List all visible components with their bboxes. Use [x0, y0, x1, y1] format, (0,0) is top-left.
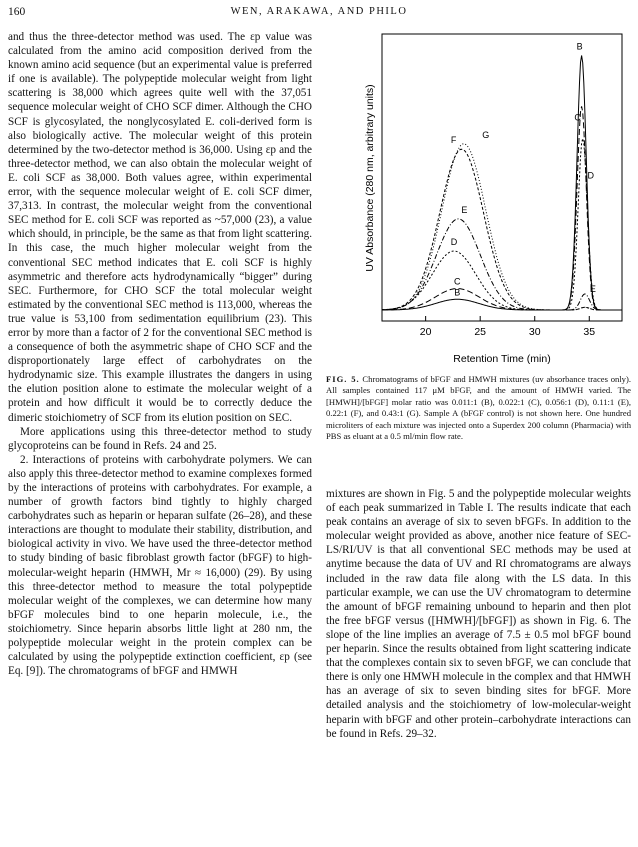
figure-caption — [326, 374, 631, 442]
series-label-B: B — [454, 287, 461, 298]
x-tick-label: 20 — [419, 326, 432, 338]
page-header — [8, 6, 630, 20]
series-free-label-E: E — [589, 283, 596, 294]
y-axis-label: UV Absorbance (280 nm, arbitrary units) — [364, 84, 376, 272]
x-axis-label: Retention Time (min) — [453, 353, 551, 365]
chromatogram-svg — [330, 28, 630, 368]
paragraph: and thus the three-detector method was used. The εp value was calculated from the amino acid composition derived from the known amino acid sequence (but an experimental value is preferred if one is available). The polypeptide molecular weight from light scattering is 38,000 which agrees quite well with the 37,051 sequence molecular weight of CHO SCF dimer. Although the CHO SCF is glycosylated, the nonglycosylated E. coli-derived form is also biologically active. The molecular weight of this protein determined by the two-detector method is 36,000. Using εp and the three-detector method, we can also obtain the molecular weight of E. coli SCF as 38,000. Both values agree, within experimental error, with the sequence molecular weight of E. coli SCF dimer, 37,313. In contrast, the molecular weight from the conventional SEC method for E. coli SCF was reported as ~57,000 (23), a value which should, in principle, be the same as that from light scattering. In this case, the much higher molecular weight from the conventional SEC method indicates that E. coli SCF is highly asymmetric and therefore acts hydrodynamically “bigger” during SEC. Furthermore, for CHO SCF the total molecular weight estimated by the conventional SEC method is 113,000, whereas the true value is 53,100 from sedimentation equilibrium (23). This error by more than a factor of 2 for the conventional SEC method is a consequence of both the asymmetric shape of CHO SCF and the disproportionately large effect of carbohydrates on the hydrodynamic size. This example illustrates the dangers in using the elution position alone to estimate the molecular weight of a protein and how difficult it would be to correctly deduce the dimeric stoichiometry of SCF from its elution position on SEC. — [8, 31, 312, 424]
figure-5-chart — [330, 28, 630, 368]
caption-text: Chromatograms of bFGF and HMWH mixtures (uv absorbance traces only). All samples contained 117 μM bFGF, and the amount of HMWH varied. The [HMWH]/[bFGF] molar ratio was 0.011:1 (B), 0.022:1 (C), 0.056:1 (D), 0.11:1 (E), 0.22:1 (F), and 0.43:1 (G). Sample A (bFGF control) is not shown here. One hundred microliters of each mixture was injected onto a Superdex 200 column (Pharmacia) with PBS as eluant at a 0.5 ml/min flow rate. — [326, 374, 631, 442]
series-line-B — [382, 55, 622, 310]
series-free-label-C: C — [574, 112, 581, 123]
series-free-label-D: D — [587, 170, 594, 181]
x-tick-label: 35 — [583, 326, 596, 338]
series-label-F: F — [450, 135, 457, 146]
paragraph: More applications using this three-detector method to study glycoproteins can be found in Refs. 24 and 25. — [8, 425, 312, 452]
series-label-C: C — [454, 276, 461, 287]
page-number: 160 — [8, 6, 26, 18]
series-free-label-B: B — [576, 41, 583, 52]
paragraph: 2. Interactions of proteins with carbohydrate polymers. We can also apply this three-detector method to examine complexes formed by the interactions of proteins with carbohydrates. For example, a number of growth factors bind tightly to highly charged carbohydrates such as heparin or heparan sulfate (26–28), and these interactions are thought to modulate their stability, distribution, and biological activity in vivo. We have used the three-detector method to study binding of basic fibroblast growth factor (bFGF) to high-molecular-weight heparin (HMWH, Mr ≈ 16,000) (29). By using this three-detector method to measure the total polypeptide molecular weight of the complexes, we can determine how many bFGF molecules bind to one heparin molecule, i.e., the stoichiometry. Since heparin absorbs little light at 280 nm, the polypeptide molecular weight in the protein complex can be calculated by using the polypeptide extinction coefficient, εp (see Eq. [9]). The chromatograms of bFGF and HMWH — [8, 453, 312, 678]
series-line-E — [382, 219, 622, 310]
series-label-D: D — [450, 237, 458, 248]
running-head: WEN, ARAKAWA, AND PHILO — [230, 6, 408, 17]
caption-label: FIG. 5. — [326, 374, 360, 384]
x-tick-label: 30 — [528, 326, 541, 338]
paragraph: mixtures are shown in Fig. 5 and the polypeptide molecular weights of each peak summarized in Table I. The results indicate that each peak contains an average of six to seven bFGFs. In addition to the molecular weight provided as above, another nice feature of SEC-LS/RI/UV is that all conventional SEC methods may be used at anytime because the data of UV and RI chromatograms are always included in the raw data file along with the LS data. In this particular example, we can use the UV chromatogram to determine the amount of bFGF remaining unbound to heparin and then plot the free bFGF versus ([HMWH]/[bFGF]) as shown in Fig. 6. The slope of the line implies an average of 7.5 ± 0.5 mol bFGF bound per heparin. Since the results obtained from light scattering indicate that the complexes contain six to seven bFGF, we can conclude that there is only one HMWH molecule in the complex and that HMWH has an average of six to seven binding sites for bFGF. More detailed analysis and the stoichiometry of low-molecular-weight heparin with bFGF and other protein–carbohydrate interactions can be found in Refs. 29–32. — [326, 488, 631, 740]
x-tick-label: 25 — [474, 326, 487, 338]
right-column — [326, 487, 631, 741]
series-label-G: G — [482, 129, 490, 140]
left-column — [8, 30, 312, 678]
series-label-E: E — [461, 204, 468, 215]
